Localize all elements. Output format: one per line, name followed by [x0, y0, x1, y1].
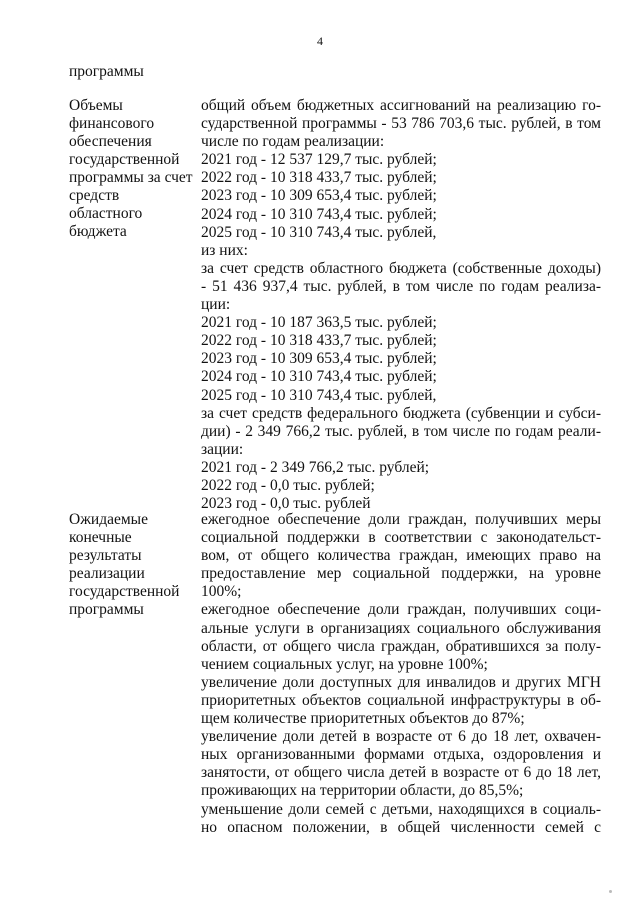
finance-value-line: за счет средств областного бюджета (собственные доходы): [201, 259, 601, 277]
finance-value-line: 2024 год - 10 310 743,4 тыс. рублей;: [201, 205, 437, 223]
finance-value-line: 2021 год - 12 537 129,7 тыс. рублей;: [201, 151, 437, 169]
finance-label-line: финансового: [69, 115, 155, 132]
results-value-line: предоставление мер социальной поддержки, на уровне: [201, 565, 601, 583]
finance-volume-label: [69, 97, 197, 241]
results-value-line: чением социальных услуг, на уровне 100%;: [201, 655, 488, 673]
results-value-line: ежегодное обеспечение доли граждан, получивших соци-: [201, 601, 601, 619]
results-label-line: программы: [69, 601, 144, 618]
finance-value-line: 2021 год - 10 187 363,5 тыс. рублей;: [201, 314, 437, 332]
finance-label-line: обеспечения: [69, 133, 152, 150]
finance-value-line: ции:: [201, 296, 231, 314]
finance-value-line: 2022 год - 10 318 433,7 тыс. рублей;: [201, 169, 437, 187]
finance-value-line: 2022 год - 10 318 433,7 тыс. рублей;: [201, 332, 437, 350]
results-value-line: уменьшение доли семей с детьми, находящихся в социаль-: [201, 800, 601, 818]
results-label-line: государственной: [69, 583, 180, 600]
results-label-line: реализации: [69, 565, 145, 582]
results-value-line: социальной поддержки в соответствии с законодательст-: [201, 529, 601, 547]
results-value-line: увеличение доли детей в возрасте от 6 до 18 лет, охвачен-: [201, 728, 601, 746]
finance-label-line: государственной: [69, 151, 180, 168]
results-value-line: но опасном положении, в общей численности семей с: [201, 818, 601, 836]
finance-value-line: общий объем бюджетных ассигнований на реализацию го-: [201, 97, 601, 114]
results-value-line: проживающих на территории области, до 85,5%;: [201, 782, 524, 800]
finance-value-line: зации:: [201, 440, 244, 458]
results-value-line: приоритетных объектов социальной инфраструктуры в об-: [201, 691, 601, 709]
expected-results-label: [69, 511, 197, 619]
finance-label-line: программы за счет: [69, 169, 193, 186]
page-number: 4: [317, 34, 323, 48]
results-label-line: Ожидаемые: [69, 511, 148, 528]
results-label-line: конечные: [69, 529, 132, 546]
results-value-line: 100%;: [201, 583, 242, 601]
finance-label-line: Объемы: [69, 97, 123, 114]
finance-value-line: из них:: [201, 241, 248, 259]
finance-volume-value: [201, 97, 601, 513]
results-value-line: альные услуги в организациях социального обслуживания: [201, 619, 601, 637]
results-value-line: вом, от общего количества граждан, имеющих право на: [201, 547, 601, 565]
finance-value-line: 2024 год - 10 310 743,4 тыс. рублей;: [201, 368, 437, 386]
finance-value-line: 2021 год - 2 349 766,2 тыс. рублей;: [201, 458, 430, 476]
results-value-line: занятости, от общего числа детей в возрасте от 6 до 18 лет,: [201, 764, 601, 782]
finance-value-line: числе по годам реализации:: [201, 133, 385, 151]
results-label-line: результаты: [69, 547, 142, 564]
results-value-line: увеличение доли доступных для инвалидов и других МГН: [201, 673, 601, 691]
finance-value-line: - 51 436 937,4 тыс. рублей, в том числе по годам реализа-: [201, 277, 601, 295]
continued-row-label: программы: [69, 63, 144, 80]
finance-value-line: 2025 год - 10 310 743,4 тыс. рублей,: [201, 386, 437, 404]
finance-value-line: 2023 год - 10 309 653,4 тыс. рублей;: [201, 187, 437, 205]
results-value-line: ных организованными формами отдыха, оздоровления и: [201, 746, 601, 764]
finance-value-line: 2025 год - 10 310 743,4 тыс. рублей,: [201, 223, 437, 241]
results-value-line: ежегодное обеспечение доли граждан, получивших меры: [201, 511, 601, 528]
finance-label-line: бюджета: [69, 223, 127, 240]
finance-value-line: за счет средств федерального бюджета (субвенции и субси-: [201, 404, 601, 422]
finance-value-line: 2022 год - 0,0 тыс. рублей;: [201, 476, 375, 494]
finance-value-line: 2023 год - 10 309 653,4 тыс. рублей;: [201, 350, 437, 368]
finance-value-line: 2023 год - 0,0 тыс. рублей: [201, 495, 371, 513]
results-value-line: щем количестве приоритетных объектов до 87%;: [201, 710, 525, 728]
finance-value-line: дии) - 2 349 766,2 тыс. рублей, в том числе по годам реали-: [201, 422, 601, 440]
finance-label-line: областного: [69, 205, 143, 222]
expected-results-value: [201, 511, 601, 837]
finance-label-line: средств: [69, 187, 120, 204]
finance-value-line: сударственной программы - 53 786 703,6 тыс. рублей, в том: [201, 115, 601, 133]
scan-speck: [609, 890, 612, 893]
results-value-line: области, от общего числа граждан, обратившихся за полу-: [201, 637, 601, 655]
